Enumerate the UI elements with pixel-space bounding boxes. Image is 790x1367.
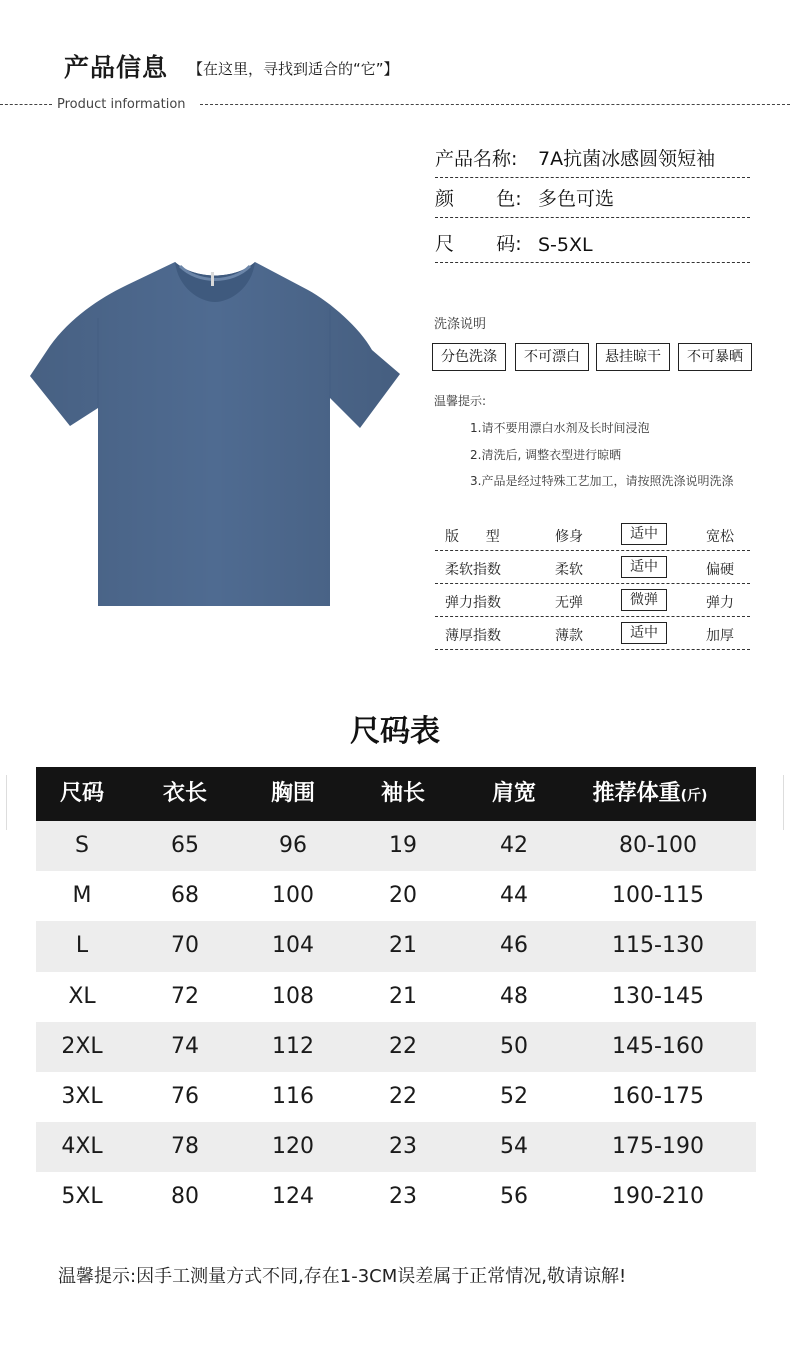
info-label: 尺 码:: [435, 233, 522, 255]
fit-option: 偏硬: [706, 562, 734, 578]
table-cell: 4XL: [61, 1134, 103, 1160]
table-cell: L: [75, 933, 89, 959]
fit-row: [435, 553, 750, 584]
weight-unit: (斤): [680, 788, 708, 804]
table-cell: 2XL: [61, 1033, 103, 1059]
header-cell-text: 推荐体重: [592, 781, 681, 806]
table-cell: 76: [171, 1083, 199, 1109]
table-cell: 145-160: [612, 1033, 704, 1059]
header-cell: 尺码: [59, 781, 105, 806]
fit-label: 版 型: [445, 529, 500, 545]
tip-item: 1.请不要用漂白水剂及长时间浸泡: [470, 421, 650, 435]
table-row: [36, 1122, 756, 1172]
table-cell: 130-145: [612, 983, 704, 1009]
size-table-title: 尺码表: [350, 714, 440, 749]
table-cell: 80-100: [619, 833, 697, 858]
table-row: [36, 972, 756, 1022]
info-row-name: [435, 141, 750, 178]
fit-option-selected: 适中: [621, 622, 667, 644]
tshirt-image: [30, 258, 400, 614]
table-cell: 20: [389, 883, 417, 909]
info-value: S-5XL: [538, 234, 593, 256]
header-cell: 袖长: [380, 781, 426, 806]
table-row: [36, 871, 756, 921]
table-cell: M: [72, 883, 92, 909]
fit-option: 宽松: [706, 529, 734, 545]
table-cell: S: [75, 833, 89, 858]
table-cell: 112: [272, 1033, 314, 1059]
table-cell: 42: [500, 833, 528, 858]
table-cell: 72: [171, 983, 199, 1009]
section-divider: [0, 97, 790, 111]
table-cell: 23: [389, 1134, 417, 1160]
table-cell: 22: [389, 1033, 417, 1059]
info-label: 颜 色:: [435, 188, 522, 210]
table-cell: 100-115: [612, 883, 704, 909]
fit-label: 薄厚指数: [445, 628, 501, 644]
table-row: [36, 821, 756, 871]
table-cell: 3XL: [61, 1083, 103, 1109]
fit-option-selected: 适中: [621, 556, 667, 578]
header-cell: 衣长: [162, 781, 208, 806]
info-label: 产品名称:: [435, 148, 518, 170]
fit-label: 柔软指数: [445, 562, 501, 578]
table-cell: 96: [279, 833, 307, 858]
section-title: 产品信息: [64, 53, 169, 82]
info-row-color: [435, 181, 750, 218]
table-cell: 116: [272, 1083, 314, 1109]
table-cell: 160-175: [612, 1083, 704, 1109]
header-cell: 肩宽: [491, 781, 537, 806]
fit-row: [435, 520, 750, 551]
table-cell: 50: [500, 1033, 528, 1059]
fit-option-selected: 微弹: [621, 589, 667, 611]
table-cell: 124: [272, 1184, 314, 1210]
table-cell: 80: [171, 1184, 199, 1210]
table-row: [36, 1072, 756, 1122]
table-cell: 5XL: [61, 1184, 103, 1210]
table-cell: 23: [389, 1184, 417, 1210]
side-divider: [6, 775, 7, 830]
table-cell: 52: [500, 1083, 528, 1109]
section-english-label: Product information: [57, 97, 186, 112]
measure-note: 温馨提示:因手工测量方式不同,存在1-3CM误差属于正常情况,敬请谅解!: [58, 1266, 627, 1287]
table-cell: 44: [500, 883, 528, 909]
table-cell: 108: [272, 983, 314, 1009]
wash-tag: 不可暴晒: [678, 343, 752, 371]
info-value: 7A抗菌冰感圆领短袖: [538, 148, 716, 170]
tip-item: 3.产品是经过特殊工艺加工，请按照洗涤说明洗涤: [470, 474, 734, 488]
table-cell: 190-210: [612, 1184, 704, 1210]
fit-option: 弹力: [706, 595, 734, 611]
table-cell: 48: [500, 983, 528, 1009]
tip-item: 2.清洗后, 调整衣型进行晾晒: [470, 448, 622, 462]
fit-row: [435, 586, 750, 617]
table-cell: 65: [171, 833, 199, 858]
table-row: [36, 1022, 756, 1072]
info-value: 多色可选: [538, 188, 615, 210]
fit-option: 修身: [555, 529, 583, 545]
table-cell: 104: [272, 933, 314, 959]
table-cell: 70: [171, 933, 199, 959]
table-body: [36, 821, 756, 1223]
table-cell: 115-130: [612, 933, 704, 959]
tips-title: 温馨提示:: [434, 394, 487, 408]
table-row: [36, 1172, 756, 1222]
fit-row: [435, 619, 750, 650]
table-cell: 21: [389, 933, 417, 959]
table-cell: XL: [68, 983, 96, 1009]
size-table: [36, 767, 756, 1223]
header-cell: 胸围: [270, 781, 316, 806]
table-cell: 46: [500, 933, 528, 959]
table-cell: 54: [500, 1134, 528, 1160]
tshirt-label: [211, 272, 214, 286]
section-subtitle: 【在这里，寻找到适合的“它”】: [188, 60, 399, 78]
wash-tag: 分色洗涤: [432, 343, 506, 371]
wash-tag: 悬挂晾干: [596, 343, 670, 371]
table-cell: 120: [272, 1134, 314, 1160]
fit-label: 弹力指数: [445, 595, 501, 611]
table-cell: 19: [389, 833, 417, 858]
side-divider: [783, 775, 784, 830]
table-cell: 100: [272, 883, 314, 909]
fit-option: 加厚: [706, 628, 734, 644]
table-cell: 22: [389, 1083, 417, 1109]
table-cell: 56: [500, 1184, 528, 1210]
table-cell: 21: [389, 983, 417, 1009]
fit-option: 柔软: [555, 562, 583, 578]
wash-title: 洗涤说明: [434, 317, 487, 332]
fit-option: 薄款: [555, 628, 583, 644]
table-cell: 74: [171, 1033, 199, 1059]
table-header: [36, 767, 756, 821]
table-cell: 175-190: [612, 1134, 704, 1160]
fit-option-selected: 适中: [621, 523, 667, 545]
table-cell: 78: [171, 1134, 199, 1160]
fit-option: 无弹: [555, 595, 583, 611]
table-row: [36, 921, 756, 971]
wash-tag: 不可漂白: [515, 343, 589, 371]
header-cell: [593, 767, 708, 823]
table-cell: 68: [171, 883, 199, 909]
info-row-size: [435, 226, 750, 263]
